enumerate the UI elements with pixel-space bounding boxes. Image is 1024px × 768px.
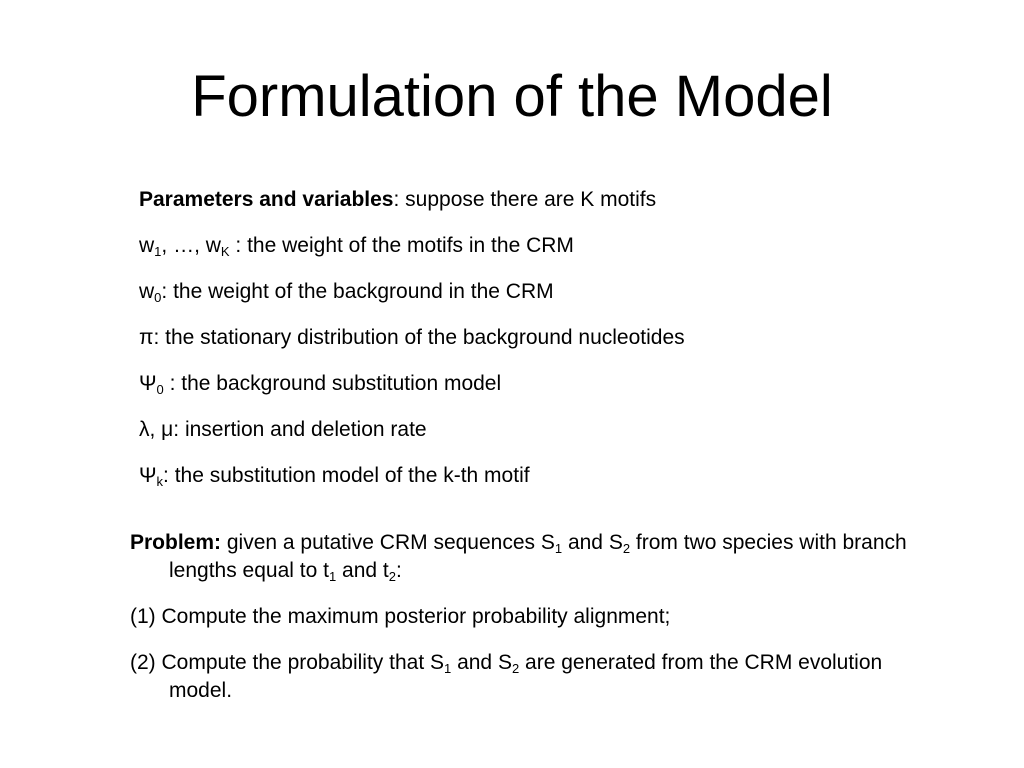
problem-item-2-a: (2) Compute the probability that S [130,651,444,674]
motif-weights-w: w [139,234,155,257]
problem-item-2 [130,649,910,705]
motif-weights-line [139,232,685,278]
problem-statement [130,529,910,723]
problem-sub-s1: 1 [554,541,563,556]
problem-sub-t1: 1 [328,569,337,584]
problem-text-a: given a putative CRM sequences S [221,531,555,554]
slide-title: Formulation of the Model [191,64,833,129]
motif-weights-desc: : the weight of the motifs in the CRM [229,234,574,257]
indel-rate-line: λ, μ: insertion and deletion rate [139,418,427,441]
problem-text-b: and S [562,531,623,554]
background-substitution-desc: : the background substitution model [163,372,502,395]
parameters-heading-bold: Parameters and variables [139,188,394,211]
problem-sub-t2: 2 [388,569,396,584]
parameters-list [139,186,685,508]
problem-item-1: (1) Compute the maximum posterior probability alignment; [130,605,671,628]
problem-text-c: from two species with branch lengths equal to t [169,531,907,582]
motif-weights-sub-k: K [220,244,230,259]
problem-item-2-sub-s2: 2 [511,661,520,676]
problem-item-2-sub-s1: 1 [444,661,452,676]
problem-paragraph [130,529,910,585]
problem-text-d: and t [336,559,389,582]
motif-substitution-sub: k [156,474,164,489]
parameters-heading [139,186,685,232]
problem-text-e: : [395,559,402,582]
motif-substitution-desc: : the substitution model of the k-th motif [163,464,530,487]
background-substitution-sub: 0 [156,382,164,397]
background-weight-desc: : the weight of the background in the CRM [161,280,554,303]
problem-item-2-c: are generated from the CRM evolution model. [169,651,883,702]
background-weight-w: w [139,280,155,303]
background-weight-sub: 0 [154,290,162,305]
background-substitution-line [139,370,685,416]
background-substitution-psi: Ψ [139,372,157,395]
parameters-heading-rest: : suppose there are K motifs [393,188,657,211]
problem-sub-s2: 2 [622,541,631,556]
background-weight-line [139,278,685,324]
problem-item-2-b: and S [451,651,512,674]
motif-weights-mid: , …, w [161,234,221,257]
motif-substitution-line [139,462,685,508]
stationary-distribution-line: π: the stationary distribution of the background nucleotides [139,326,685,349]
motif-substitution-psi: Ψ [139,464,157,487]
motif-weights-sub-1: 1 [154,244,162,259]
problem-label: Problem: [130,531,222,554]
